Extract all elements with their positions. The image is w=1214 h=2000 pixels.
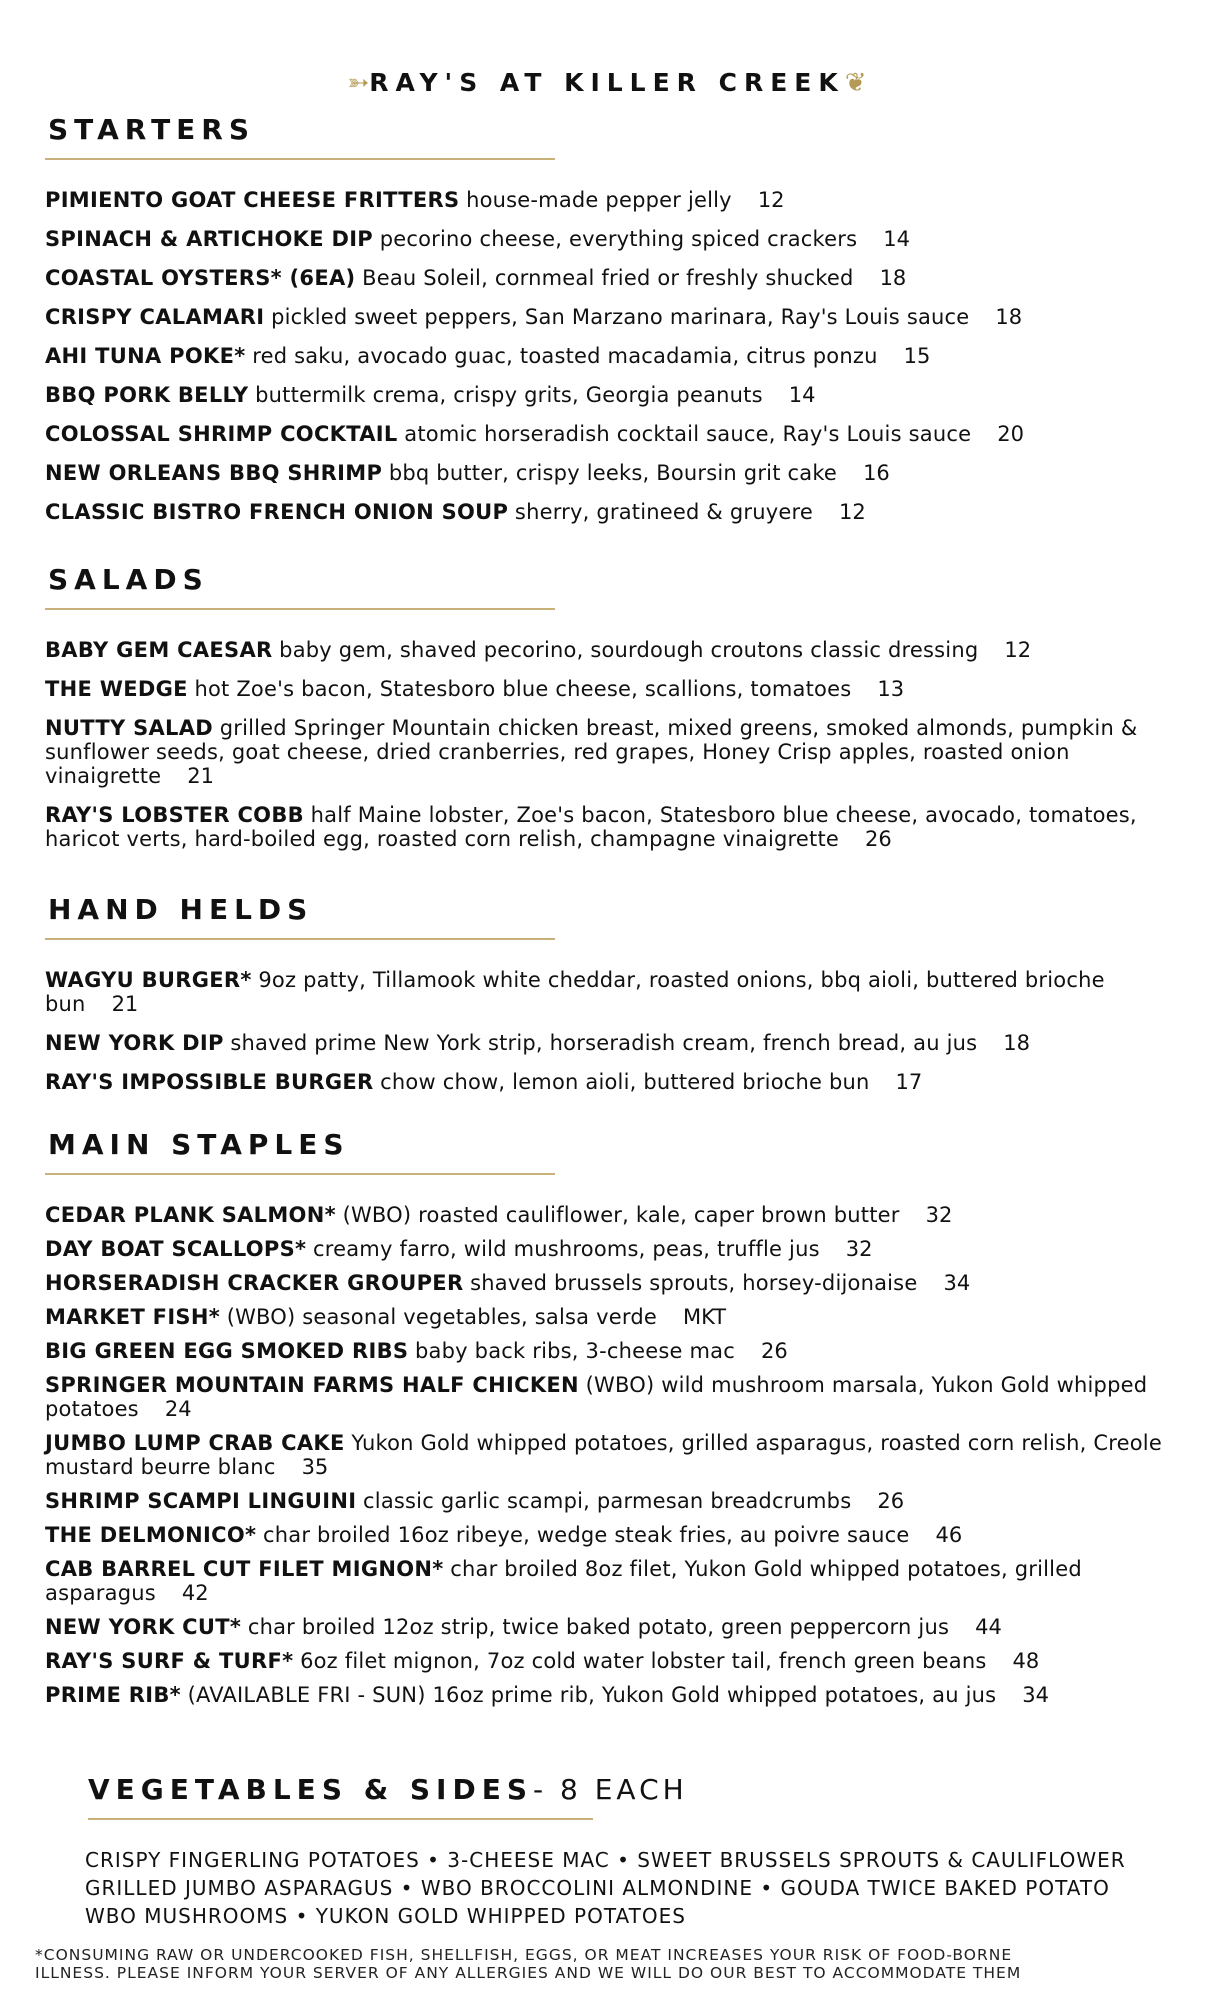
menu-item-price: 13 <box>877 677 905 701</box>
section-title: MAIN STAPLES <box>48 1128 350 1161</box>
menu-item <box>45 1373 1195 1421</box>
menu-item <box>45 1683 1195 1707</box>
menu-item-name: HORSERADISH CRACKER GROUPER <box>45 1271 464 1295</box>
section-sides <box>85 1773 1208 1930</box>
menu-item-name: NUTTY SALAD <box>45 716 214 740</box>
section-divider <box>45 608 555 610</box>
menu-item-description: shaved brussels sprouts, horsey-dijonaise <box>470 1271 918 1295</box>
menu-item-description: 6oz filet mignon, 7oz cold water lobster tail, french green beans <box>300 1649 987 1673</box>
menu-item-price: 18 <box>1003 1031 1031 1055</box>
menu-item-price: 21 <box>111 992 139 1016</box>
sides-line: CRISPY FINGERLING POTATOES • 3-CHEESE MAC • SWEET BRUSSELS SPROUTS & CAULIFLOWER <box>85 1848 1126 1872</box>
section-divider <box>88 1818 593 1820</box>
menu-item-name: RAY'S LOBSTER COBB <box>45 803 304 827</box>
menu-item <box>45 1649 1195 1673</box>
section-hand-helds <box>45 893 1195 1109</box>
menu-item-price: 18 <box>995 305 1023 329</box>
menu-item-description: buttermilk crema, crispy grits, Georgia peanuts <box>255 383 763 407</box>
menu-item-price: 35 <box>301 1455 329 1479</box>
menu-item-name: CAB BARREL CUT FILET MIGNON* <box>45 1557 444 1581</box>
menu-item-name: BIG GREEN EGG SMOKED RIBS <box>45 1339 409 1363</box>
menu-item-name: NEW YORK CUT* <box>45 1615 242 1639</box>
menu-item-name: PIMIENTO GOAT CHEESE FRITTERS <box>45 188 460 212</box>
menu-list <box>45 638 1195 851</box>
section-title: STARTERS <box>48 113 256 146</box>
menu-item-price: 34 <box>943 1271 971 1295</box>
menu-item <box>45 638 1195 662</box>
section-title <box>88 1773 1208 1806</box>
menu-item-price: 16 <box>863 461 890 485</box>
sides-line: WBO MUSHROOMS • YUKON GOLD WHIPPED POTATOES <box>85 1904 686 1928</box>
menu-item-name: BBQ PORK BELLY <box>45 383 249 407</box>
menu-item <box>45 305 1195 329</box>
disclaimer-line: ILLNESS. PLEASE INFORM YOUR SERVER OF ANY ALLERGIES AND WE WILL DO OUR BEST TO ACCOMMODATE THEM <box>35 1964 1022 1982</box>
menu-item <box>45 1203 1195 1227</box>
menu-item-description: atomic horseradish cocktail sauce, Ray's Louis sauce <box>404 422 972 446</box>
menu-item-name: THE WEDGE <box>45 677 188 701</box>
menu-item-name: DAY BOAT SCALLOPS* <box>45 1237 307 1261</box>
allergy-disclaimer <box>35 1946 1205 1982</box>
menu-item-description: (WBO) seasonal vegetables, salsa verde <box>226 1305 657 1329</box>
menu-item-name: COASTAL OYSTERS* (6EA) <box>45 266 356 290</box>
sides-title: VEGETABLES & SIDES <box>88 1773 534 1806</box>
menu-item-price: 12 <box>1004 638 1032 662</box>
sprig-right-icon: ❦ <box>844 68 867 98</box>
menu-item-description: shaved prime New York strip, horseradish cream, french bread, au jus <box>230 1031 978 1055</box>
section-starters <box>45 113 1195 539</box>
menu-item-description: classic garlic scampi, parmesan breadcrumbs <box>363 1489 852 1513</box>
menu-item-price: 21 <box>187 764 215 788</box>
menu-item-name: WAGYU BURGER* <box>45 968 252 992</box>
menu-item <box>45 383 1195 407</box>
menu-item-price: 42 <box>181 1581 209 1605</box>
menu-item <box>45 344 1195 368</box>
menu-item <box>45 227 1195 251</box>
menu-item <box>45 1305 1195 1329</box>
disclaimer-line: *CONSUMING RAW OR UNDERCOOKED FISH, SHELLFISH, EGGS, OR MEAT INCREASES YOUR RISK OF FOOD-BORNE <box>35 1946 1013 1964</box>
section-title: SALADS <box>48 563 209 596</box>
menu-item <box>45 968 1195 1016</box>
section-main-staples <box>45 1128 1195 1717</box>
menu-item-price: 26 <box>865 827 892 851</box>
menu-item-name: SPRINGER MOUNTAIN FARMS HALF CHICKEN <box>45 1373 579 1397</box>
sides-price: - 8 EACH <box>533 1773 688 1806</box>
menu-item-price: 26 <box>877 1489 905 1513</box>
menu-item <box>45 1271 1195 1295</box>
menu-item-description: hot Zoe's bacon, Statesboro blue cheese, scallions, tomatoes <box>194 677 852 701</box>
menu-item-name: CEDAR PLANK SALMON* <box>45 1203 336 1227</box>
menu-item-price: 32 <box>845 1237 873 1261</box>
menu-item <box>45 266 1195 290</box>
menu-item-description: char broiled 12oz strip, twice baked potato, green peppercorn jus <box>247 1615 950 1639</box>
menu-item-name: PRIME RIB* <box>45 1683 181 1707</box>
menu-item-price: 46 <box>935 1523 963 1547</box>
menu-item-description: char broiled 8oz filet, Yukon Gold whipped potatoes, grilled asparagus <box>45 1557 1082 1605</box>
menu-item-price: 48 <box>1012 1649 1040 1673</box>
menu-item-name: AHI TUNA POKE* <box>45 344 246 368</box>
section-divider <box>45 158 555 160</box>
section-divider <box>45 938 555 940</box>
menu-item <box>45 1489 1195 1513</box>
menu-item-name: MARKET FISH* <box>45 1305 221 1329</box>
menu-item-price: 24 <box>164 1397 192 1421</box>
menu-item-description: grilled Springer Mountain chicken breast, mixed greens, smoked almonds, pumpkin & sunflower seeds, goat cheese, dried cranberries, red grapes, Honey Crisp apples, roasted onion vinaigrette <box>45 716 1138 788</box>
menu-item-name: COLOSSAL SHRIMP COCKTAIL <box>45 422 398 446</box>
menu-item-description: char broiled 16oz ribeye, wedge steak fries, au poivre sauce <box>263 1523 910 1547</box>
menu-item-price: MKT <box>682 1305 727 1329</box>
menu-item-price: 14 <box>883 227 910 251</box>
menu-item <box>45 1031 1195 1055</box>
menu-item-name: JUMBO LUMP CRAB CAKE <box>45 1431 345 1455</box>
menu-item-description: Beau Soleil, cornmeal fried or freshly shucked <box>362 266 854 290</box>
menu-item <box>45 1070 1195 1094</box>
menu-item-name: CRISPY CALAMARI <box>45 305 265 329</box>
menu-item-name: BABY GEM CAESAR <box>45 638 273 662</box>
menu-item-description: 9oz patty, Tillamook white cheddar, roasted onions, bbq aioli, buttered brioche bun <box>45 968 1105 1016</box>
section-divider <box>45 1173 555 1175</box>
menu-item <box>45 188 1195 212</box>
sides-list <box>85 1846 1208 1930</box>
menu-item-name: RAY'S IMPOSSIBLE BURGER <box>45 1070 374 1094</box>
menu-item <box>45 1615 1195 1639</box>
menu-item-description: chow chow, lemon aioli, buttered brioche bun <box>380 1070 870 1094</box>
menu-item-name: RAY'S SURF & TURF* <box>45 1649 294 1673</box>
menu-item-name: SHRIMP SCAMPI LINGUINI <box>45 1489 357 1513</box>
menu-item <box>45 1557 1195 1605</box>
menu-item <box>45 1431 1195 1479</box>
menu-list <box>45 1203 1195 1707</box>
menu-list <box>45 968 1195 1094</box>
menu-item-description: pickled sweet peppers, San Marzano marinara, Ray's Louis sauce <box>271 305 970 329</box>
menu-item-description: bbq butter, crispy leeks, Boursin grit cake <box>388 461 838 485</box>
menu-item-description: (WBO) wild mushroom marsala, Yukon Gold whipped potatoes <box>45 1373 1148 1421</box>
menu-item-description: pecorino cheese, everything spiced crackers <box>379 227 858 251</box>
menu-item-price: 34 <box>1022 1683 1050 1707</box>
menu-list <box>45 188 1195 524</box>
menu-item-price: 26 <box>760 1339 788 1363</box>
menu-item-description: Yukon Gold whipped potatoes, grilled asparagus, roasted corn relish, Creole mustard beurre blanc <box>45 1431 1162 1479</box>
menu-item <box>45 461 1195 485</box>
menu-item-description: creamy farro, wild mushrooms, peas, truffle jus <box>312 1237 820 1261</box>
menu-item-price: 12 <box>757 188 785 212</box>
menu-item-description: sherry, gratineed & gruyere <box>514 500 813 524</box>
menu-item-price: 17 <box>895 1070 923 1094</box>
menu-item-description: house-made pepper jelly <box>466 188 732 212</box>
menu-item-name: NEW ORLEANS BBQ SHRIMP <box>45 461 383 485</box>
menu-item <box>45 1523 1195 1547</box>
sides-line: GRILLED JUMBO ASPARAGUS • WBO BROCCOLINI ALMONDINE • GOUDA TWICE BAKED POTATO <box>85 1876 1110 1900</box>
menu-item <box>45 716 1195 788</box>
menu-item-price: 20 <box>997 422 1024 446</box>
menu-item-description: red saku, avocado guac, toasted macadamia, citrus ponzu <box>252 344 878 368</box>
menu-item-description: half Maine lobster, Zoe's bacon, Statesboro blue cheese, avocado, tomatoes, haricot verts, hard-boiled egg, roasted corn relish, champagne vinaigrette <box>45 803 1137 851</box>
menu-item <box>45 1237 1195 1261</box>
menu-item-name: CLASSIC BISTRO FRENCH ONION SOUP <box>45 500 509 524</box>
menu-item-description: baby gem, shaved pecorino, sourdough croutons classic dressing <box>279 638 979 662</box>
section-title: HAND HELDS <box>48 893 314 926</box>
section-salads <box>45 563 1195 866</box>
menu-item-price: 12 <box>839 500 866 524</box>
menu-item-description: (WBO) roasted cauliflower, kale, caper brown butter <box>342 1203 900 1227</box>
sprig-left-icon: ➳ <box>347 68 370 98</box>
menu-item-price: 32 <box>925 1203 953 1227</box>
menu-item-price: 14 <box>788 383 816 407</box>
menu-item <box>45 500 1195 524</box>
menu-item <box>45 1339 1195 1363</box>
menu-item-name: NEW YORK DIP <box>45 1031 224 1055</box>
menu-item-price: 44 <box>975 1615 1002 1639</box>
menu-item <box>45 422 1195 446</box>
restaurant-name: RAY'S AT KILLER CREEK <box>369 68 845 97</box>
menu-item <box>45 803 1195 851</box>
menu-item-price: 15 <box>903 344 931 368</box>
restaurant-header <box>0 68 1214 98</box>
menu-item-name: THE DELMONICO* <box>45 1523 257 1547</box>
menu-item-description: (AVAILABLE FRI - SUN) 16oz prime rib, Yukon Gold whipped potatoes, au jus <box>187 1683 997 1707</box>
menu-item-name: SPINACH & ARTICHOKE DIP <box>45 227 374 251</box>
menu-item-price: 18 <box>879 266 907 290</box>
menu-item-description: baby back ribs, 3-cheese mac <box>415 1339 735 1363</box>
menu-item <box>45 677 1195 701</box>
